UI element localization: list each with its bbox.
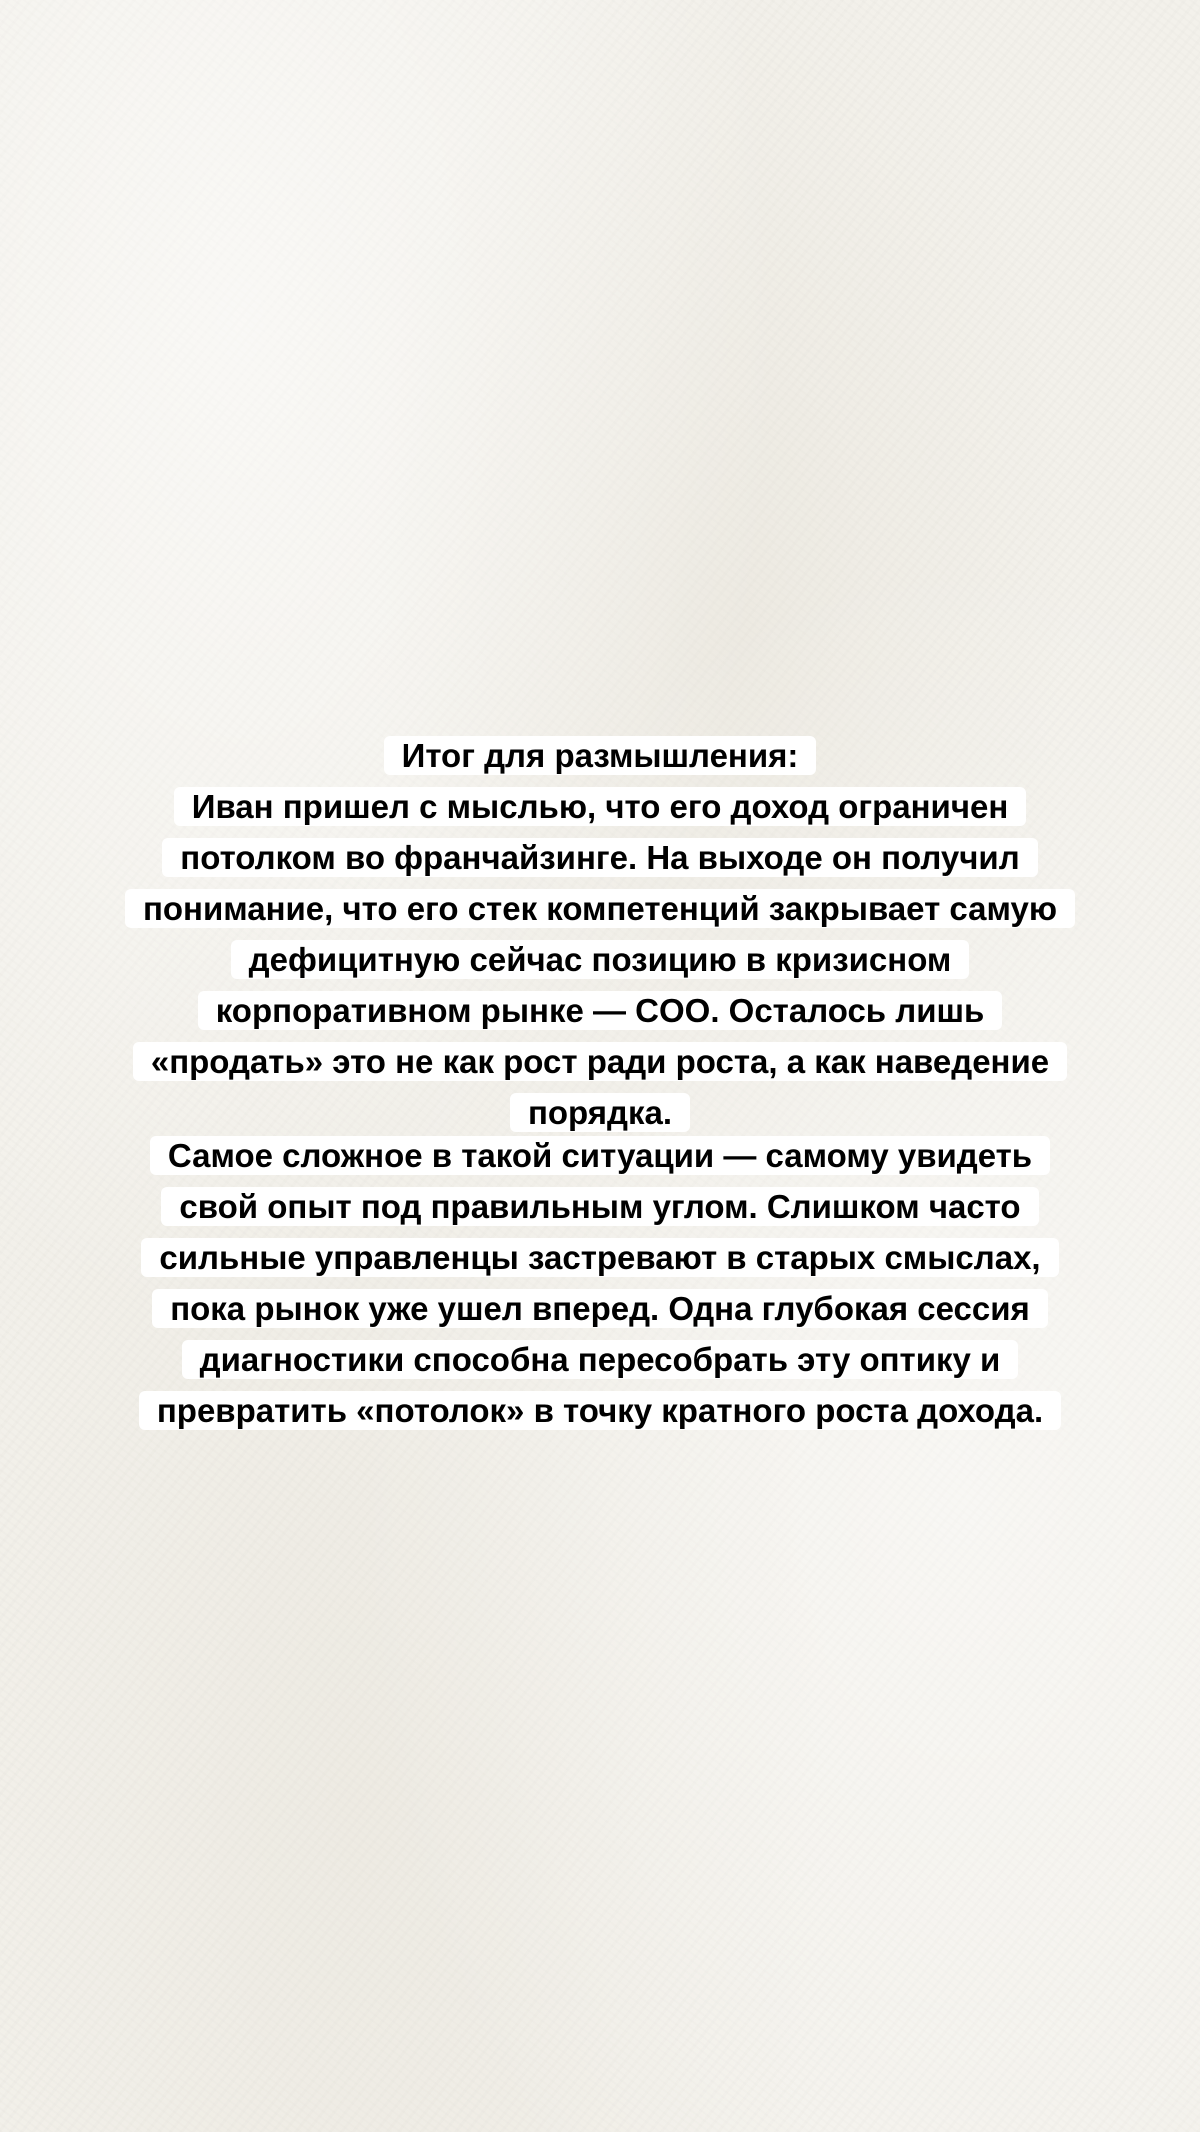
text-line xyxy=(0,1040,1200,1091)
text-line-label: порядка. xyxy=(510,1093,690,1132)
text-line xyxy=(0,785,1200,836)
text-line-label: корпоративном рынке — COO. Осталось лишь xyxy=(198,991,1003,1030)
text-line xyxy=(0,734,1200,785)
conclusion-paragraph xyxy=(0,1134,1200,1440)
text-line xyxy=(0,989,1200,1040)
summary-paragraph xyxy=(0,734,1200,1142)
text-line-label: потолком во франчайзинге. На выходе он получил xyxy=(162,838,1037,877)
text-line-label: Самое сложное в такой ситуации — самому увидеть xyxy=(150,1136,1050,1175)
text-line xyxy=(0,887,1200,938)
text-line-label: диагностики способна пересобрать эту оптику и xyxy=(182,1340,1019,1379)
text-line-label: «продать» это не как рост ради роста, а как наведение xyxy=(133,1042,1067,1081)
text-line xyxy=(0,836,1200,887)
text-line xyxy=(0,1185,1200,1236)
text-line xyxy=(0,1389,1200,1440)
text-line xyxy=(0,938,1200,989)
summary-heading: Итог для размышления: xyxy=(384,736,817,775)
text-line-label: сильные управленцы застревают в старых смыслах, xyxy=(141,1238,1058,1277)
text-line xyxy=(0,1287,1200,1338)
text-line xyxy=(0,1236,1200,1287)
text-line-label: понимание, что его стек компетенций закрывает самую xyxy=(125,889,1075,928)
text-line-label: превратить «потолок» в точку кратного роста дохода. xyxy=(139,1391,1061,1430)
text-line-label: Иван пришел с мыслью, что его доход ограничен xyxy=(174,787,1027,826)
text-line-label: дефицитную сейчас позицию в кризисном xyxy=(231,940,970,979)
text-line-label: пока рынок уже ушел вперед. Одна глубокая сессия xyxy=(152,1289,1048,1328)
text-line xyxy=(0,1134,1200,1185)
text-line-label: свой опыт под правильным углом. Слишком часто xyxy=(161,1187,1038,1226)
text-line xyxy=(0,1338,1200,1389)
